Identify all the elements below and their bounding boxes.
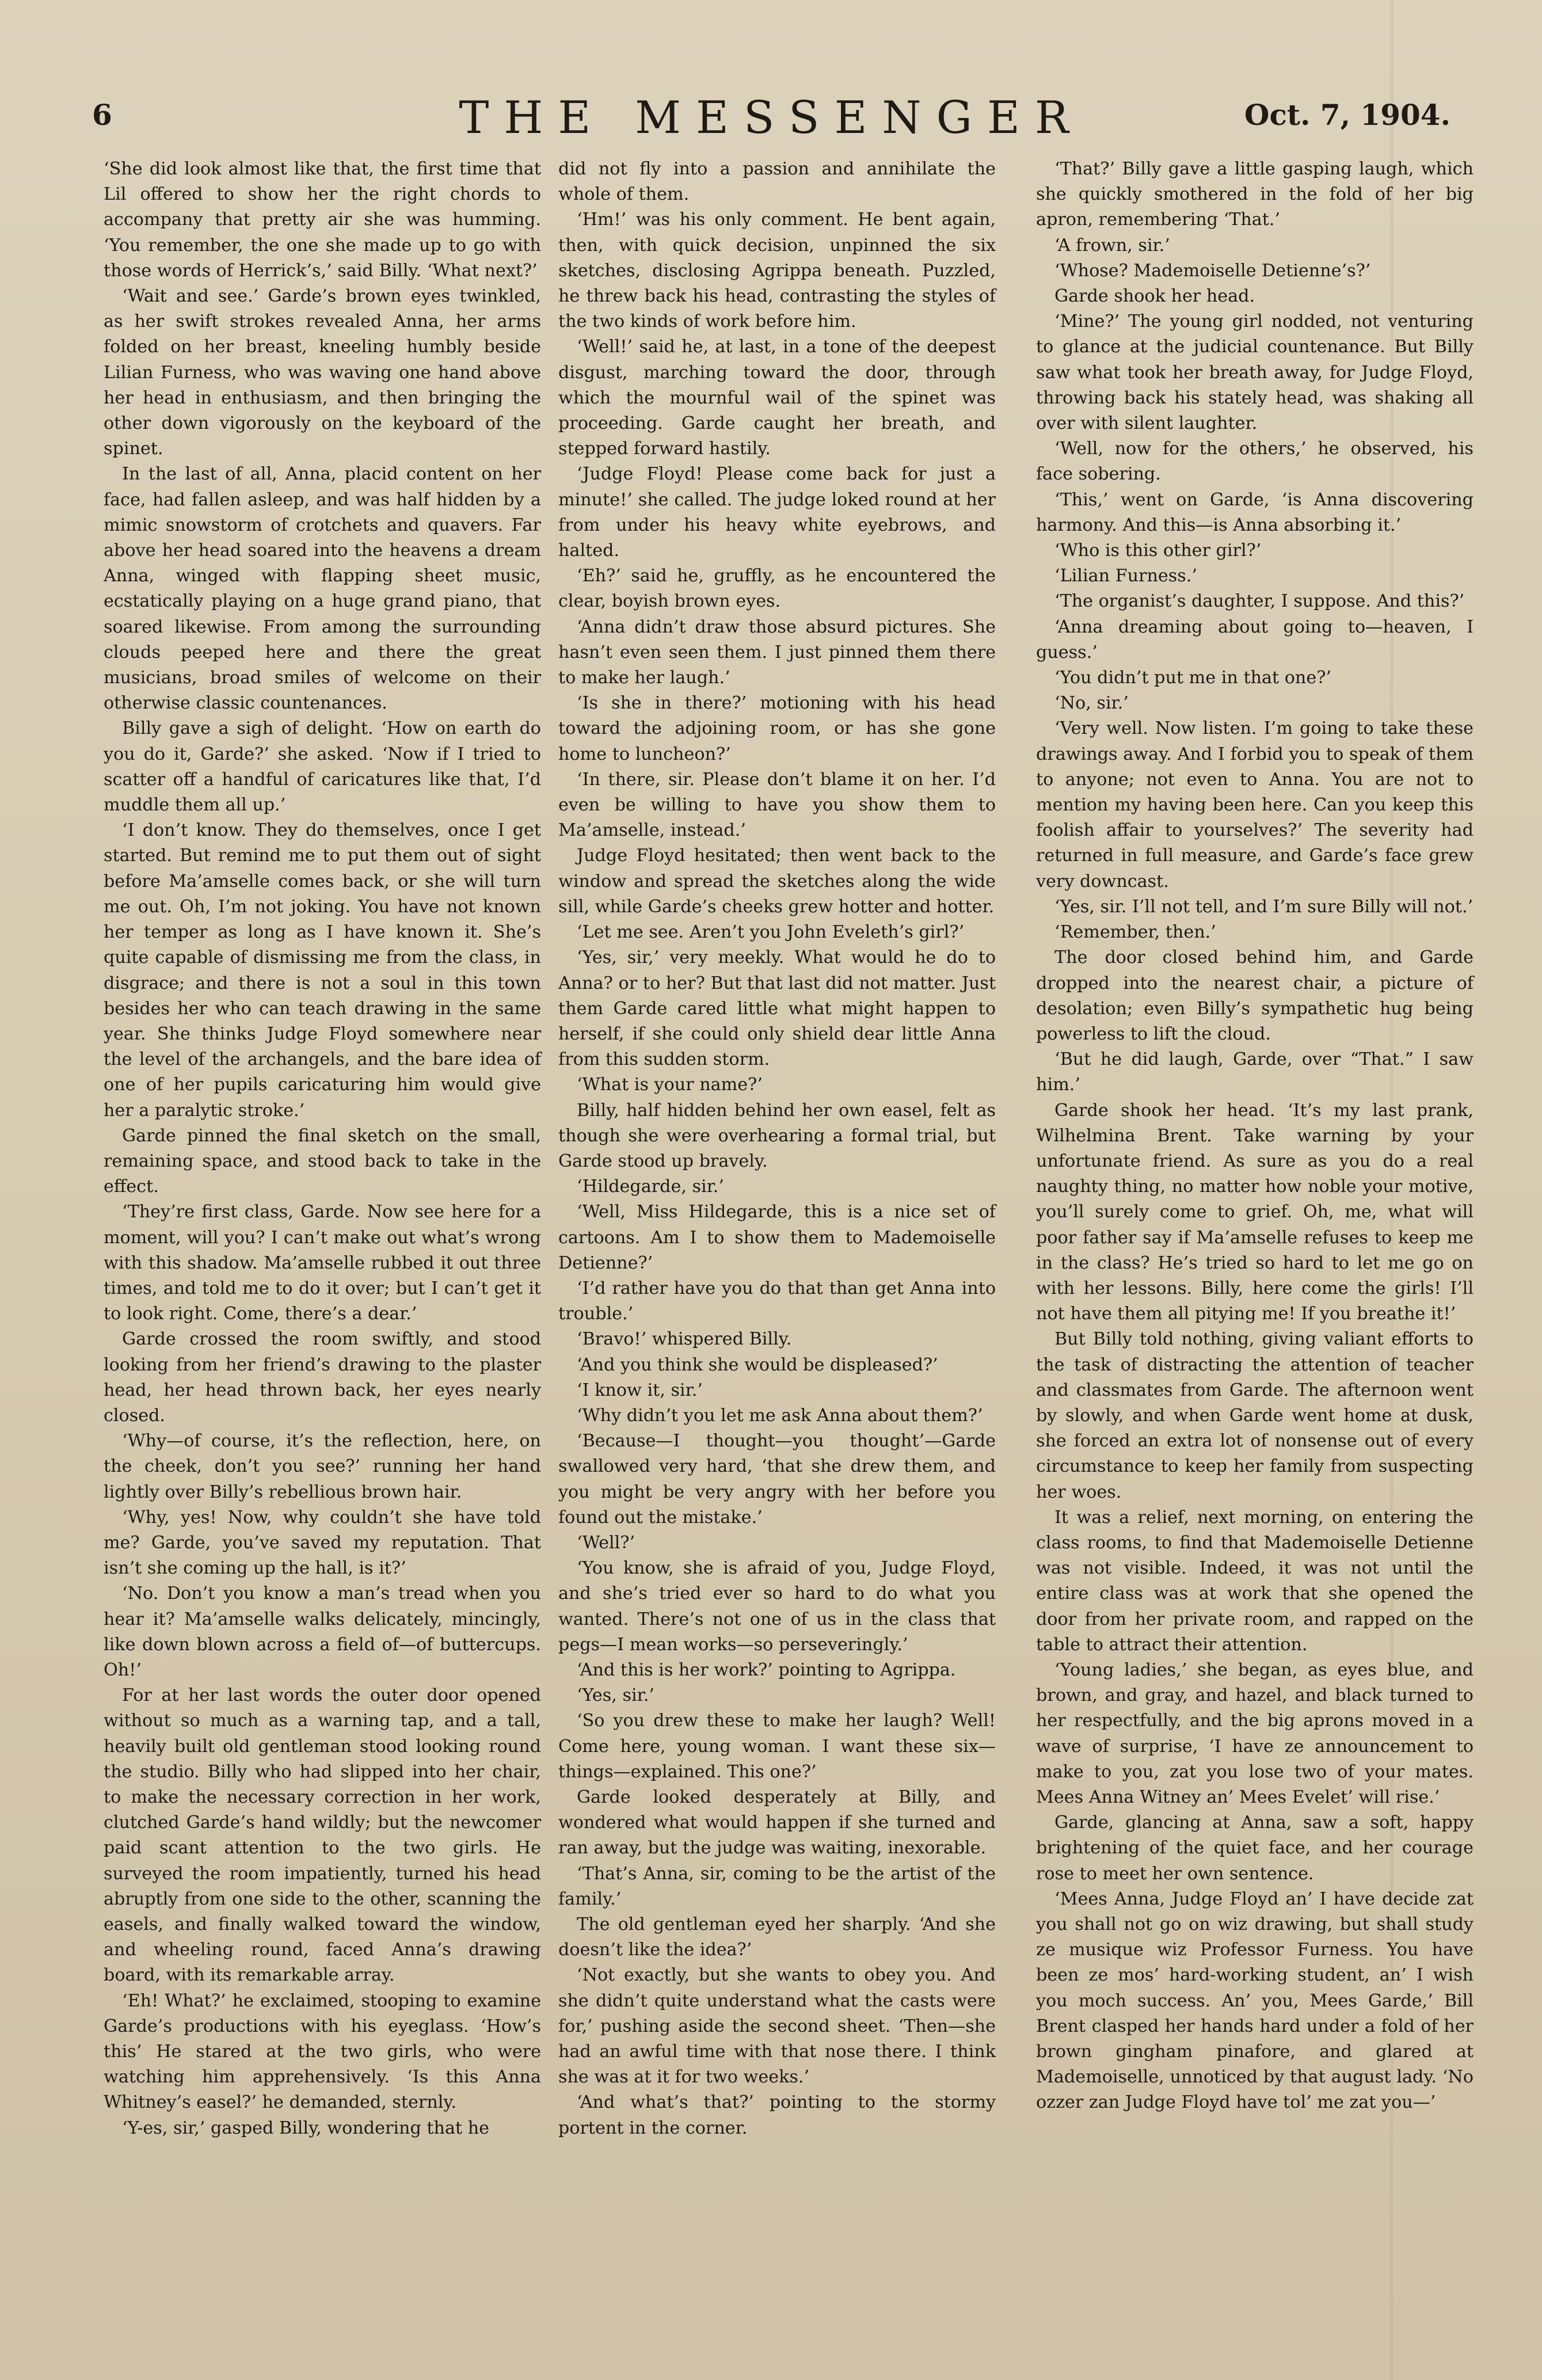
article-paragraph: ‘Bravo!’ whispered Billy. [577, 1329, 792, 1350]
article-paragraph: ‘They’re first class, Garde. Now see here for a moment, will you? I can’t make out what’s wrong with this shadow. Ma’amselle rubbed it out three times, and told me to do it over; but I can’t get it to look right. Come, there’s a dear.’ [104, 1202, 541, 1324]
article-paragraph: ‘Yes, sir,’ very meekly. What would he do to Anna? or to her? But that last did not matter. Just them Garde cared little what might happen to herself, if she could only shield dear little Anna from this sudden storm. [558, 947, 996, 1070]
article-paragraph: ‘And this is her work?’ pointing to Agrippa. [577, 1659, 956, 1680]
article-paragraph: Judge Floyd hesitated; then went back to the window and spread the sketches along the wide sill, while Garde’s cheeks grew hotter and hotter. [558, 846, 996, 917]
article-paragraph: In the last of all, Anna, placid content on her face, had fallen asleep, and was half hidden by a mimic snowstorm of crotchets and quavers. Far above her head soared into the heavens a dream Anna, winged with flapping sheet music, ecstatically playing on a huge grand piano, that soared likewise. From among the surrounding clouds peeped here and there the great musicians, broad smiles of welcome on their otherwise classic countenances. [104, 464, 541, 714]
article-paragraph: ‘Whose? Mademoiselle Detienne’s?’ [1054, 260, 1371, 281]
article-paragraph: ‘Y-es, sir,’ gasped Billy, wondering that he [122, 2118, 490, 2138]
article-paragraph: ‘Well?’ [577, 1532, 635, 1553]
article-paragraph: ‘Well, Miss Hildegarde, this is a nice set of cartoons. Am I to show them to Mademoiselle Detienne?’ [558, 1202, 996, 1273]
article-paragraph: ‘I don’t know. They do themselves, once I get started. But remind me to put them out of sight before Ma’amselle comes back, or she will turn me out. Oh, I’m not joking. You have not known her temper as long as I have known it. She’s quite capable of dismissing me from the class, in disgrace; and there is not a soul in this town besides her who can teach drawing in the same year. She thinks Judge Floyd somewhere near the level of the archangels, and the bare idea of one of her pupils caricaturing him would give her a paralytic stroke.’ [104, 820, 541, 1121]
column-1 [104, 157, 541, 2141]
article-paragraph: ‘Lilian Furness.’ [1054, 566, 1197, 587]
article-paragraph: ‘Anna dreaming about going to—heaven, I guess.’ [1036, 616, 1474, 662]
article-paragraph: ‘Remember, then.’ [1054, 922, 1216, 943]
article-paragraph: ‘Let me see. Aren’t you John Eveleth’s girl?’ [577, 922, 965, 943]
article-paragraph: ‘And what’s that?’ pointing to the stormy portent in the corner. [558, 2092, 996, 2138]
article-paragraph: ‘What is your name?’ [577, 1075, 763, 1095]
article-paragraph: ‘Mees Anna, Judge Floyd an’ I have decide zat you shall not go on wiz drawing, but shall study ze musique wiz Professor Furness. You have been ze mos’ hard-working student, an’ I wish you moch success. An’ you, Mees Garde,’ Bill Brent clasped her hands hard under a fold of her brown gingham pinafore, and glared at Mademoiselle, unnoticed by that august lady. ‘No ozzer zan Judge Floyd have tol’ me zat you—’ [1036, 1888, 1474, 2113]
article-paragraph: ‘Eh?’ said he, gruffly, as he encountered the clear, boyish brown eyes. [558, 566, 996, 612]
article-paragraph: ‘In there, sir. Please don’t blame it on her. I’d even be willing to have you show them to Ma’amselle, instead.’ [558, 769, 996, 841]
article-paragraph: ‘But he did laugh, Garde, over “That.” I saw him.’ [1036, 1049, 1474, 1095]
article-paragraph: ‘Judge Floyd! Please come back for just a minute!’ she called. The judge loked round at her from under his heavy white eyebrows, and halted. [558, 464, 996, 561]
article-paragraph: For at her last words the outer door opened without so much as a warning tap, and a tall, heavily built old gentleman stood looking round the studio. Billy who had slipped into her chair, to make the necessary correction in her work, clutched Garde’s hand wildly; but the newcomer paid scant attention to the two girls. He surveyed the room impatiently, turned his head abruptly from one side to the other, scanning the easels, and finally walked toward the window, and wheeling round, faced Anna’s drawing board, with its remarkable array. [104, 1685, 541, 1986]
article-paragraph: ‘Mine?’ The young girl nodded, not venturing to glance at the judicial countenance. But Billy saw what took her breath away, for Judge Floyd, throwing back his stately head, was shaking all over with silent laughter. [1036, 311, 1474, 434]
article-paragraph: ‘So you drew these to make her laugh? Well! Come here, young woman. I want these six—things—explained. This one?’ [558, 1711, 996, 1782]
article-paragraph: ‘And you think she would be displeased?’ [577, 1354, 938, 1375]
column-2 [558, 157, 996, 2141]
article-paragraph: ‘Why—of course, it’s the reflection, here, on the cheek, don’t you see?’ running her hand lightly over Billy’s rebellious brown hair. [104, 1431, 541, 1502]
article-paragraph: ‘Because—I thought—you thought’—Garde swallowed very hard, ‘that she drew them, and you might be very angry with her before you found out the mistake.’ [558, 1431, 996, 1528]
article-paragraph: Garde, glancing at Anna, saw a soft, happy brightening of the quiet face, and her courage rose to meet her own sentence. [1036, 1812, 1474, 1884]
column-3 [1036, 157, 1474, 2116]
article-paragraph: Garde looked desperately at Billy, and wondered what would happen if she turned and ran away, but the judge was waiting, inexorable. [558, 1787, 996, 1859]
article-paragraph: ‘Is she in there?’ motioning with his head toward the adjoining room, or has she gone home to luncheon?’ [558, 693, 996, 764]
page-header [92, 92, 1450, 155]
masthead-title: THE MESSENGER [459, 92, 1084, 144]
article-paragraph: ‘That?’ Billy gave a little gasping laugh, which she quickly smothered in the fold of her big apron, remembering ‘That.’ [1036, 159, 1474, 230]
article-paragraph: ‘No. Don’t you know a man’s tread when you hear it? Ma’amselle walks delicately, mincingly, like down blown across a field of—of buttercups. Oh!’ [104, 1583, 541, 1680]
article-paragraph: ‘Very well. Now listen. I’m going to take these drawings away. And I forbid you to speak of them to anyone; not even to Anna. You are not to mention my having been here. Can you keep this foolish affair to yourselves?’ The severity had returned in full measure, and Garde’s face grew very downcast. [1036, 718, 1474, 892]
article-paragraph: ‘I’d rather have you do that than get Anna into trouble.’ [558, 1278, 996, 1324]
article-paragraph: ‘Anna didn’t draw those absurd pictures. She hasn’t even seen them. I just pinned them there to make her laugh.’ [558, 616, 996, 688]
article-paragraph: ‘Well!’ said he, at last, in a tone of the deepest disgust, marching toward the door, through which the mournful wail of the spinet was proceeding. Garde caught her breath, and stepped forward hastily. [558, 337, 996, 459]
article-paragraph: ‘Yes, sir. I’ll not tell, and I’m sure Billy will not.’ [1054, 896, 1474, 917]
article-paragraph: ‘Hildegarde, sir.’ [577, 1176, 725, 1197]
article-paragraph: But Billy told nothing, giving valiant efforts to the task of distracting the attention of teacher and classmates from Garde. The afternoon went by slowly, and when Garde went home at dusk, she forced an extra lot of nonsense out of every circumstance to keep her family from suspecting her woes. [1036, 1329, 1474, 1502]
article-paragraph: Garde pinned the final sketch on the small, remaining space, and stood back to take in the effect. [104, 1125, 541, 1197]
article-paragraph: Garde shook her head. ‘It’s my last prank, Wilhelmina Brent. Take warning by your unfortunate friend. As sure as you do a real naughty thing, no matter how noble your motive, you’ll surely come to grief. Oh, me, what will poor father say if Ma’amselle refuses to keep me in the class? He’s tried so hard to let me go on with her lessons. Billy, here come the girls! I’ll not have them all pitying me! If you breathe it!’ [1036, 1100, 1474, 1324]
article-paragraph: ‘Wait and see.’ Garde’s brown eyes twinkled, as her swift strokes revealed Anna, her arms folded on her breast, kneeling humbly beside Lilian Furness, who was waving one hand above her head in enthusiasm, and then bringing the other down vigorously on the keyboard of the spinet. [104, 286, 541, 459]
article-paragraph: Billy gave a sigh of delight. ‘How on earth do you do it, Garde?’ she asked. ‘Now if I tried to scatter off a handful of caricatures like that, I’d muddle them all up.’ [104, 718, 541, 816]
article-paragraph: ‘Not exactly, but she wants to obey you. And she didn’t quite understand what the casts were for,’ pushing aside the second sheet. ‘Then—she had an awful time with that nose there. I think she was at it for two weeks.’ [558, 1965, 996, 2088]
article-paragraph: ‘You know, she is afraid of you, Judge Floyd, and she’s tried ever so hard to do what you wanted. There’s not one of us in the class that pegs—I mean works—so perseveringly.’ [558, 1558, 996, 1655]
article-paragraph: ‘This,’ went on Garde, ‘is Anna discovering harmony. And this—is Anna absorbing it.’ [1036, 489, 1474, 535]
article-paragraph: ‘No, sir.’ [1054, 693, 1129, 714]
article-paragraph: ‘You didn’t put me in that one?’ [1054, 668, 1332, 688]
issue-date: Oct. 7, 1904. [1244, 98, 1450, 132]
article-paragraph: ‘She did look almost like that, the first time that Lil offered to show her the right chords to accompany that pretty air she was humming. ‘You remember, the one she made up to go with those words of Herrick’s,’ said Billy. ‘What next?’ [104, 159, 541, 281]
article-paragraph: ‘I know it, sir.’ [577, 1380, 703, 1400]
article-paragraph: Billy, half hidden behind her own easel, felt as though she were overhearing a formal trial, but Garde stood up bravely. [558, 1100, 996, 1171]
article-paragraph: ‘Who is this other girl?’ [1054, 540, 1262, 561]
article-paragraph: ‘Young ladies,’ she began, as eyes blue, and brown, and gray, and hazel, and black turned to her respectfully, and the big aprons moved in a wave of surprise, ‘I have ze announcement to make to you, zat you lose two of your mates. Mees Anna Witney an’ Mees Evelet’ will rise.’ [1036, 1659, 1474, 1807]
article-paragraph: ‘Yes, sir.’ [577, 1685, 654, 1706]
article-paragraph: ‘Hm!’ was his only comment. He bent again, then, with quick decision, unpinned the six sketches, disclosing Agrippa beneath. Puzzled, he threw back his head, contrasting the styles of the two kinds of work before him. [558, 210, 996, 332]
article-paragraph: Garde shook her head. [1054, 286, 1255, 307]
article-paragraph: ‘Why, yes! Now, why couldn’t she have told me? Garde, you’ve saved my reputation. That isn’t she coming up the hall, is it?’ [104, 1507, 541, 1579]
article-paragraph: ‘The organist’s daughter, I suppose. And this?’ [1054, 591, 1465, 612]
article-paragraph: ‘Eh! What?’ he exclaimed, stooping to examine Garde’s productions with his eyeglass. ‘How’s this’ He stared at the two girls, who were watching him apprehensively. ‘Is this Anna Whitney’s easel?’ he demanded, sternly. [104, 1990, 541, 2113]
article-paragraph: did not fly into a passion and annihilate the whole of them. [558, 159, 996, 205]
article-paragraph: ‘Well, now for the others,’ he observed, his face sobering. [1036, 439, 1474, 485]
article-paragraph: The old gentleman eyed her sharply. ‘And she doesn’t like the idea?’ [558, 1914, 996, 1960]
page-number: 6 [92, 98, 112, 132]
article-paragraph: Garde crossed the room swiftly, and stood looking from her friend’s drawing to the plaster head, her head thrown back, her eyes nearly closed. [104, 1329, 541, 1426]
article-paragraph: ‘A frown, sir.’ [1054, 235, 1170, 256]
article-paragraph: ‘Why didn’t you let me ask Anna about them?’ [577, 1405, 983, 1426]
article-paragraph: The door closed behind him, and Garde dropped into the nearest chair, a picture of desolation; even Billy’s sympathetic hug being powerless to lift the cloud. [1036, 947, 1474, 1044]
article-paragraph: It was a relief, next morning, on entering the class rooms, to find that Mademoiselle Detienne was not visible. Indeed, it was not until the entire class was at work that she opened the door from her private room, and rapped on the table to attract their attention. [1036, 1507, 1474, 1655]
article-paragraph: ‘That’s Anna, sir, coming to be the artist of the family.’ [558, 1863, 996, 1909]
